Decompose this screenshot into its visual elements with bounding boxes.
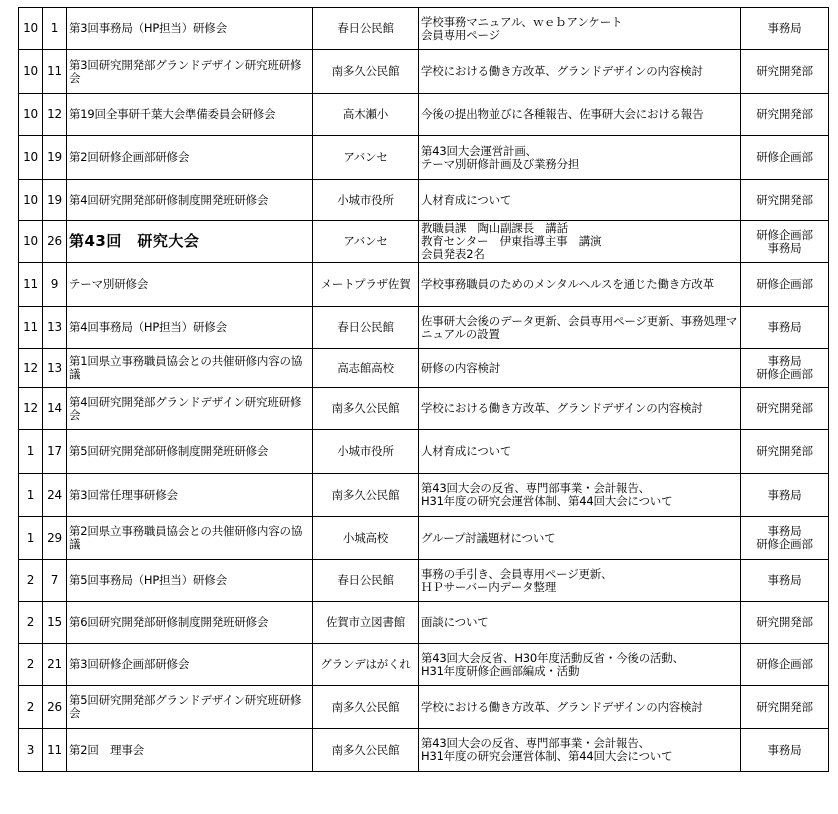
- title-cell: 第2回県立事務職員協会との共催研修内容の協議: [67, 517, 313, 560]
- title-cell: 第6回研究開発部研修制度開発班研修会: [67, 602, 313, 644]
- content-cell: 人材育成について: [419, 180, 741, 221]
- office-cell: 事務局: [741, 8, 829, 50]
- day-cell: 7: [43, 560, 67, 602]
- day-cell: 19: [43, 180, 67, 221]
- table-row: [19, 307, 829, 349]
- day-cell: 12: [43, 94, 67, 136]
- month-cell: 2: [19, 644, 43, 686]
- table-row: [19, 8, 829, 50]
- content-cell: 第43回大会の反省、専門部事業・会計報告、 H31年度の研究会運営体制、第44回大会について: [419, 729, 741, 772]
- day-cell: 24: [43, 474, 67, 517]
- office-cell: 研究開発部: [741, 602, 829, 644]
- title-cell: 第3回常任理事研修会: [67, 474, 313, 517]
- day-cell: 29: [43, 517, 67, 560]
- office-cell: 事務局: [741, 560, 829, 602]
- place-cell: 南多久公民館: [313, 388, 419, 430]
- table-row: [19, 388, 829, 430]
- content-cell: 佐事研大会後のデータ更新、会員専用ページ更新、事務処理マニュアルの設置: [419, 307, 741, 349]
- place-cell: 小城市役所: [313, 180, 419, 221]
- office-cell: 事務局: [741, 729, 829, 772]
- office-cell: 研修企画部: [741, 263, 829, 307]
- month-cell: 10: [19, 136, 43, 180]
- title-cell: テーマ別研修会: [67, 263, 313, 307]
- title-cell: 第4回研究開発部グランドデザイン研究班研修会: [67, 388, 313, 430]
- day-cell: 15: [43, 602, 67, 644]
- activity-schedule: [18, 7, 829, 772]
- day-cell: 1: [43, 8, 67, 50]
- place-cell: アバンセ: [313, 221, 419, 263]
- month-cell: 3: [19, 729, 43, 772]
- place-cell: 南多久公民館: [313, 729, 419, 772]
- table-row: [19, 729, 829, 772]
- table-row: [19, 50, 829, 94]
- place-cell: 春日公民館: [313, 560, 419, 602]
- month-cell: 1: [19, 517, 43, 560]
- place-cell: 春日公民館: [313, 8, 419, 50]
- content-cell: 研修の内容検討: [419, 349, 741, 388]
- day-cell: 19: [43, 136, 67, 180]
- office-cell: 研究開発部: [741, 94, 829, 136]
- title-cell: 第5回研究開発部研修制度開発班研修会: [67, 430, 313, 474]
- day-cell: 9: [43, 263, 67, 307]
- office-cell: 事務局 研修企画部: [741, 349, 829, 388]
- day-cell: 11: [43, 50, 67, 94]
- place-cell: 高志館高校: [313, 349, 419, 388]
- office-cell: 研究開発部: [741, 180, 829, 221]
- content-cell: 学校事務職員のためのメンタルヘルスを通じた働き方改革: [419, 263, 741, 307]
- table-row: [19, 517, 829, 560]
- month-cell: 2: [19, 686, 43, 729]
- month-cell: 10: [19, 94, 43, 136]
- table-row: [19, 180, 829, 221]
- month-cell: 10: [19, 221, 43, 263]
- content-cell: 面談について: [419, 602, 741, 644]
- month-cell: 10: [19, 180, 43, 221]
- month-cell: 1: [19, 430, 43, 474]
- office-cell: 研修企画部: [741, 644, 829, 686]
- table-row: [19, 221, 829, 263]
- place-cell: アバンセ: [313, 136, 419, 180]
- table-row: [19, 136, 829, 180]
- schedule-rows: [19, 8, 829, 772]
- month-cell: 12: [19, 388, 43, 430]
- place-cell: 南多久公民館: [313, 474, 419, 517]
- month-cell: 2: [19, 602, 43, 644]
- title-cell: 第3回事務局（HP担当）研修会: [67, 8, 313, 50]
- office-cell: 事務局 研修企画部: [741, 517, 829, 560]
- content-cell: 学校事務マニュアル、ｗｅｂアンケート 会員専用ページ: [419, 8, 741, 50]
- day-cell: 13: [43, 307, 67, 349]
- place-cell: 南多久公民館: [313, 686, 419, 729]
- content-cell: 第43回大会反省、H30年度活動反省・今後の活動、 H31年度研修企画部編成・活動: [419, 644, 741, 686]
- title-cell: 第19回全事研千葉大会準備委員会研修会: [67, 94, 313, 136]
- day-cell: 26: [43, 221, 67, 263]
- place-cell: 小城高校: [313, 517, 419, 560]
- office-cell: 研修企画部 事務局: [741, 221, 829, 263]
- place-cell: 佐賀市立図書館: [313, 602, 419, 644]
- title-cell: 第5回研究開発部グランドデザイン研究班研修会: [67, 686, 313, 729]
- title-cell: 第43回 研究大会: [67, 221, 313, 263]
- month-cell: 10: [19, 50, 43, 94]
- content-cell: 人材育成について: [419, 430, 741, 474]
- office-cell: 研修企画部: [741, 136, 829, 180]
- place-cell: グランデはがくれ: [313, 644, 419, 686]
- day-cell: 26: [43, 686, 67, 729]
- office-cell: 事務局: [741, 474, 829, 517]
- title-cell: 第2回研修企画部研修会: [67, 136, 313, 180]
- content-cell: 教職員課 陶山副課長 講話 教育センター 伊東指導主事 講演 会員発表2名: [419, 221, 741, 263]
- day-cell: 13: [43, 349, 67, 388]
- table-row: [19, 263, 829, 307]
- month-cell: 11: [19, 307, 43, 349]
- schedule-table: [18, 7, 829, 772]
- title-cell: 第3回研究開発部グランドデザイン研究班研修会: [67, 50, 313, 94]
- title-cell: 第3回研修企画部研修会: [67, 644, 313, 686]
- place-cell: 南多久公民館: [313, 50, 419, 94]
- office-cell: 研究開発部: [741, 430, 829, 474]
- content-cell: 第43回大会の反省、専門部事業・会計報告、 H31年度の研究会運営体制、第44回大会について: [419, 474, 741, 517]
- table-row: [19, 94, 829, 136]
- day-cell: 11: [43, 729, 67, 772]
- content-cell: 学校における働き方改革、グランドデザインの内容検討: [419, 50, 741, 94]
- title-cell: 第4回研究開発部研修制度開発班研修会: [67, 180, 313, 221]
- table-row: [19, 349, 829, 388]
- content-cell: 学校における働き方改革、グランドデザインの内容検討: [419, 388, 741, 430]
- table-row: [19, 560, 829, 602]
- table-row: [19, 474, 829, 517]
- day-cell: 17: [43, 430, 67, 474]
- title-cell: 第2回 理事会: [67, 729, 313, 772]
- content-cell: 今後の提出物並びに各種報告、佐事研大会における報告: [419, 94, 741, 136]
- office-cell: 研究開発部: [741, 50, 829, 94]
- month-cell: 2: [19, 560, 43, 602]
- title-cell: 第4回事務局（HP担当）研修会: [67, 307, 313, 349]
- place-cell: 高木瀬小: [313, 94, 419, 136]
- title-cell: 第1回県立事務職員協会との共催研修内容の協議: [67, 349, 313, 388]
- table-row: [19, 644, 829, 686]
- month-cell: 10: [19, 8, 43, 50]
- day-cell: 14: [43, 388, 67, 430]
- day-cell: 21: [43, 644, 67, 686]
- month-cell: 11: [19, 263, 43, 307]
- place-cell: メートプラザ佐賀: [313, 263, 419, 307]
- table-row: [19, 602, 829, 644]
- office-cell: 研究開発部: [741, 686, 829, 729]
- content-cell: 事務の手引き、会員専用ページ更新、 ＨＰサーバー内データ整理: [419, 560, 741, 602]
- table-row: [19, 430, 829, 474]
- month-cell: 1: [19, 474, 43, 517]
- office-cell: 事務局: [741, 307, 829, 349]
- content-cell: グループ討議題材について: [419, 517, 741, 560]
- place-cell: 小城市役所: [313, 430, 419, 474]
- office-cell: 研究開発部: [741, 388, 829, 430]
- place-cell: 春日公民館: [313, 307, 419, 349]
- table-row: [19, 686, 829, 729]
- content-cell: 第43回大会運営計画、 テーマ別研修計画及び業務分担: [419, 136, 741, 180]
- content-cell: 学校における働き方改革、グランドデザインの内容検討: [419, 686, 741, 729]
- month-cell: 12: [19, 349, 43, 388]
- title-cell: 第5回事務局（HP担当）研修会: [67, 560, 313, 602]
